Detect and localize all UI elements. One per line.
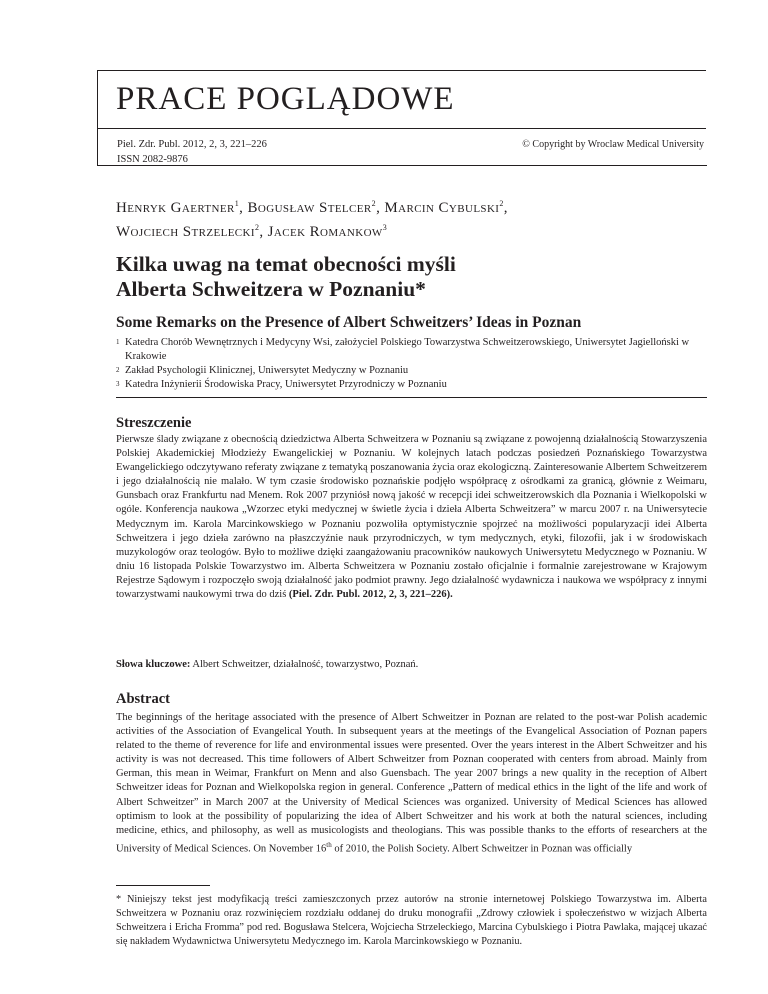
affiliation-text: Katedra Inżynierii Środowiska Pracy, Uniwersytet Przyrodniczy w Poznaniu	[125, 379, 447, 390]
author-line-1: Henryk Gaertner$^1$, Bogusław Stelcer$^2$, Marcin Cybulski$^2$,	[116, 199, 508, 216]
author-name: Wojciech Strzelecki	[116, 224, 255, 240]
article-title-polish	[116, 252, 676, 302]
affiliation-item	[116, 378, 716, 392]
affiliation-number: 1	[116, 338, 120, 346]
affiliation-text: Zakład Psychologii Klinicznej, Uniwersytet Medyczny w Poznaniu	[125, 365, 409, 376]
section-title: PRACE POGLĄDOWE	[116, 81, 455, 117]
author-affiliation-mark: 1	[234, 199, 240, 208]
affiliation-item	[116, 336, 716, 364]
author-list	[116, 194, 676, 242]
affiliation-item	[116, 364, 716, 378]
streszczenie-citation: (Piel. Zdr. Publ. 2012, 2, 3, 221–226).	[288, 589, 453, 601]
author-name: Bogusław Stelcer	[247, 200, 372, 216]
section-rule	[116, 397, 707, 398]
footnote: * Niniejszy tekst jest modyfikacją treści zamieszczonych przez autorów na stronie internetowej Polskiego Towarzystwa im. Alberta Schweitzera w Poznaniu oraz rozwinięciem rozdziału oddanej do druku monografii „Zdrowy człowiek i społeczeństwo w wizjach Alberta Schweitzera i Ericha Fromma” pod red. Bogusława Stelcera, Wojciecha Strzeleckiego, Marcina Cybulskiego i Piotra Pawlaka, mającej ukazać się nakładem Wydawnictwa Uniwersytetu Medycznego im. Karola Marcinkowskiego w Poznaniu.	[116, 894, 707, 947]
citation-line: Piel. Zdr. Publ. 2012, 2, 3, 221–226	[117, 139, 267, 150]
streszczenie-body	[116, 433, 707, 602]
title-line: Kilka uwag na temat obecności myśli	[116, 252, 456, 276]
author-affiliation-mark: 2	[499, 199, 504, 208]
keywords-line	[116, 658, 707, 672]
affiliation-number: 3	[116, 380, 120, 388]
abstract-body	[116, 711, 707, 856]
abstract-heading: Abstract	[116, 691, 170, 707]
author-line-2: Wojciech Strzelecki$^2$, Jacek Romankow$^3$	[116, 223, 388, 240]
issn-line: ISSN 2082-9876	[117, 154, 188, 165]
author-affiliation-mark: 2	[371, 199, 377, 208]
keywords-label: Słowa kluczowe:	[116, 659, 191, 670]
copyright-notice: © Copyright by Wroclaw Medical University	[522, 139, 704, 150]
footnote-rule	[116, 885, 210, 886]
author-name: Jacek Romankow	[267, 224, 383, 240]
author-affiliation-mark: 2	[254, 223, 260, 232]
streszczenie-text: Pierwsze ślady związane z obecnością dziedzictwa Alberta Schweitzera w Poznaniu są związane z powojenną działalnością Stowarzyszenia Polskiej Akademickiej Młodzieży Ewangelickiej w Poznaniu. W kolejnych latach podczas posiedzeń Poznańskiego Towarzystwa Ewangelickiego odczytywano referaty związane z tematyką poszanowania życia oraz ekologiczną. Zainteresowanie Albertem Schweitzerem i jego działalnością nie malało. W tym czasie środowisko poznańskie podjęło współpracę z ośrodkami za granicą, głównie z Weimaru, Gunsbach oraz Frankfurtu nad Menem. Rok 2007 przyniósł nową jakość w recepcji idei schweitzerowskich dla Poznania i Wielkopolski w ogóle. Konferencja naukowa „Wzorzec etyki medycznej w świetle życia i dzieła Alberta Schweitzera” w marcu 2007 r. na Uniwersytecie Medycznym im. Karola Marcinkowskiego w Poznaniu pozwoliła optymistycznie spojrzeć na możliwości popularyzacji idei Alberta Schweitzera i jego dzieła zarówno na płaszczyźnie nauk przyrodniczych, w tym medycznych, etyki, filozofii, jak i w środowiskach muzykologów oraz teologów. Było to możliwe dzięki zaangażowaniu pracowników naukowych Uniwersytetu Medycznego w Poznaniu. W dniu 16 listopada Polskie Towarzystwo im. Alberta Schweitzera w Poznaniu zostało oficjalnie i formalnie zarejestrowane w Krajowym Rejestrze Sądowym i rozpoczęło swoją działalność jako podmiot prawny. Jego działalność wydawnicza i naukowa we współpracy z innymi towarzystwami naukowymi trwa do dziś	[116, 434, 707, 601]
streszczenie-heading: Streszczenie	[116, 415, 192, 431]
article-title-english: Some Remarks on the Presence of Albert Schweitzers’ Ideas in Poznan	[116, 314, 582, 331]
author-affiliation-mark: 3	[382, 223, 388, 232]
abstract-text-continued: of 2010, the Polish Society. Albert Schweitzer in Poznan was officially	[331, 843, 633, 855]
affiliation-text: Katedra Chorób Wewnętrznych i Medycyny Wsi, założyciel Polskiego Towarzystwa Schweitzerowskiego, Uniwersytet Jagielloński w Krakowie	[125, 337, 690, 362]
header-top-rule	[97, 70, 706, 71]
ordinal-suffix: th	[326, 840, 332, 849]
journal-citation	[117, 137, 267, 167]
author-name: Marcin Cybulski	[384, 200, 500, 216]
keywords-text: Albert Schweitzer, działalność, towarzystwo, Poznań.	[190, 659, 419, 670]
title-line: Alberta Schweitzera w Poznaniu*	[116, 277, 426, 301]
affiliation-number: 2	[116, 366, 120, 374]
header-divider	[97, 128, 706, 129]
abstract-text: The beginnings of the heritage associated with the presence of Albert Schweitzer in Poznan are related to the post-war Polish academic activities of the Association of Evangelical Youth. In subsequent years at the meetings of the Evangelical Association of Poznan papers related to the theme of reverence for life and environmental issues were presented. Over the years interest in the Albert Schweitzer and his activity is was not decreased. This time followers of Albert Schweitzer from Poznan cooperated with centers from abroad. Mainly from German, this mean in Weimar, Frankfurt on Menn and also Guensbach. The year 2007 brings a new quality in the reception of Albert Schweitzer ideas for Poznan and Wielkopolska region in general. Conference „Pattern of medical ethics in the light of the life and work of Albert Schweitzer” in March 2007 at the University of Medical Sciences was organized. University of Medical Sciences has allowed optimism to look at the possibility of popularizing the idea of Albert Schweitzer and his work at both the natural sciences, including medicine, ethics, and philosophy, as well as musicologists and theologians. This was possible thanks to the efforts of researchers at the University of Medical Sciences. On November 16	[116, 712, 707, 855]
affiliation-list	[116, 336, 716, 392]
author-name: Henryk Gaertner	[116, 200, 235, 216]
